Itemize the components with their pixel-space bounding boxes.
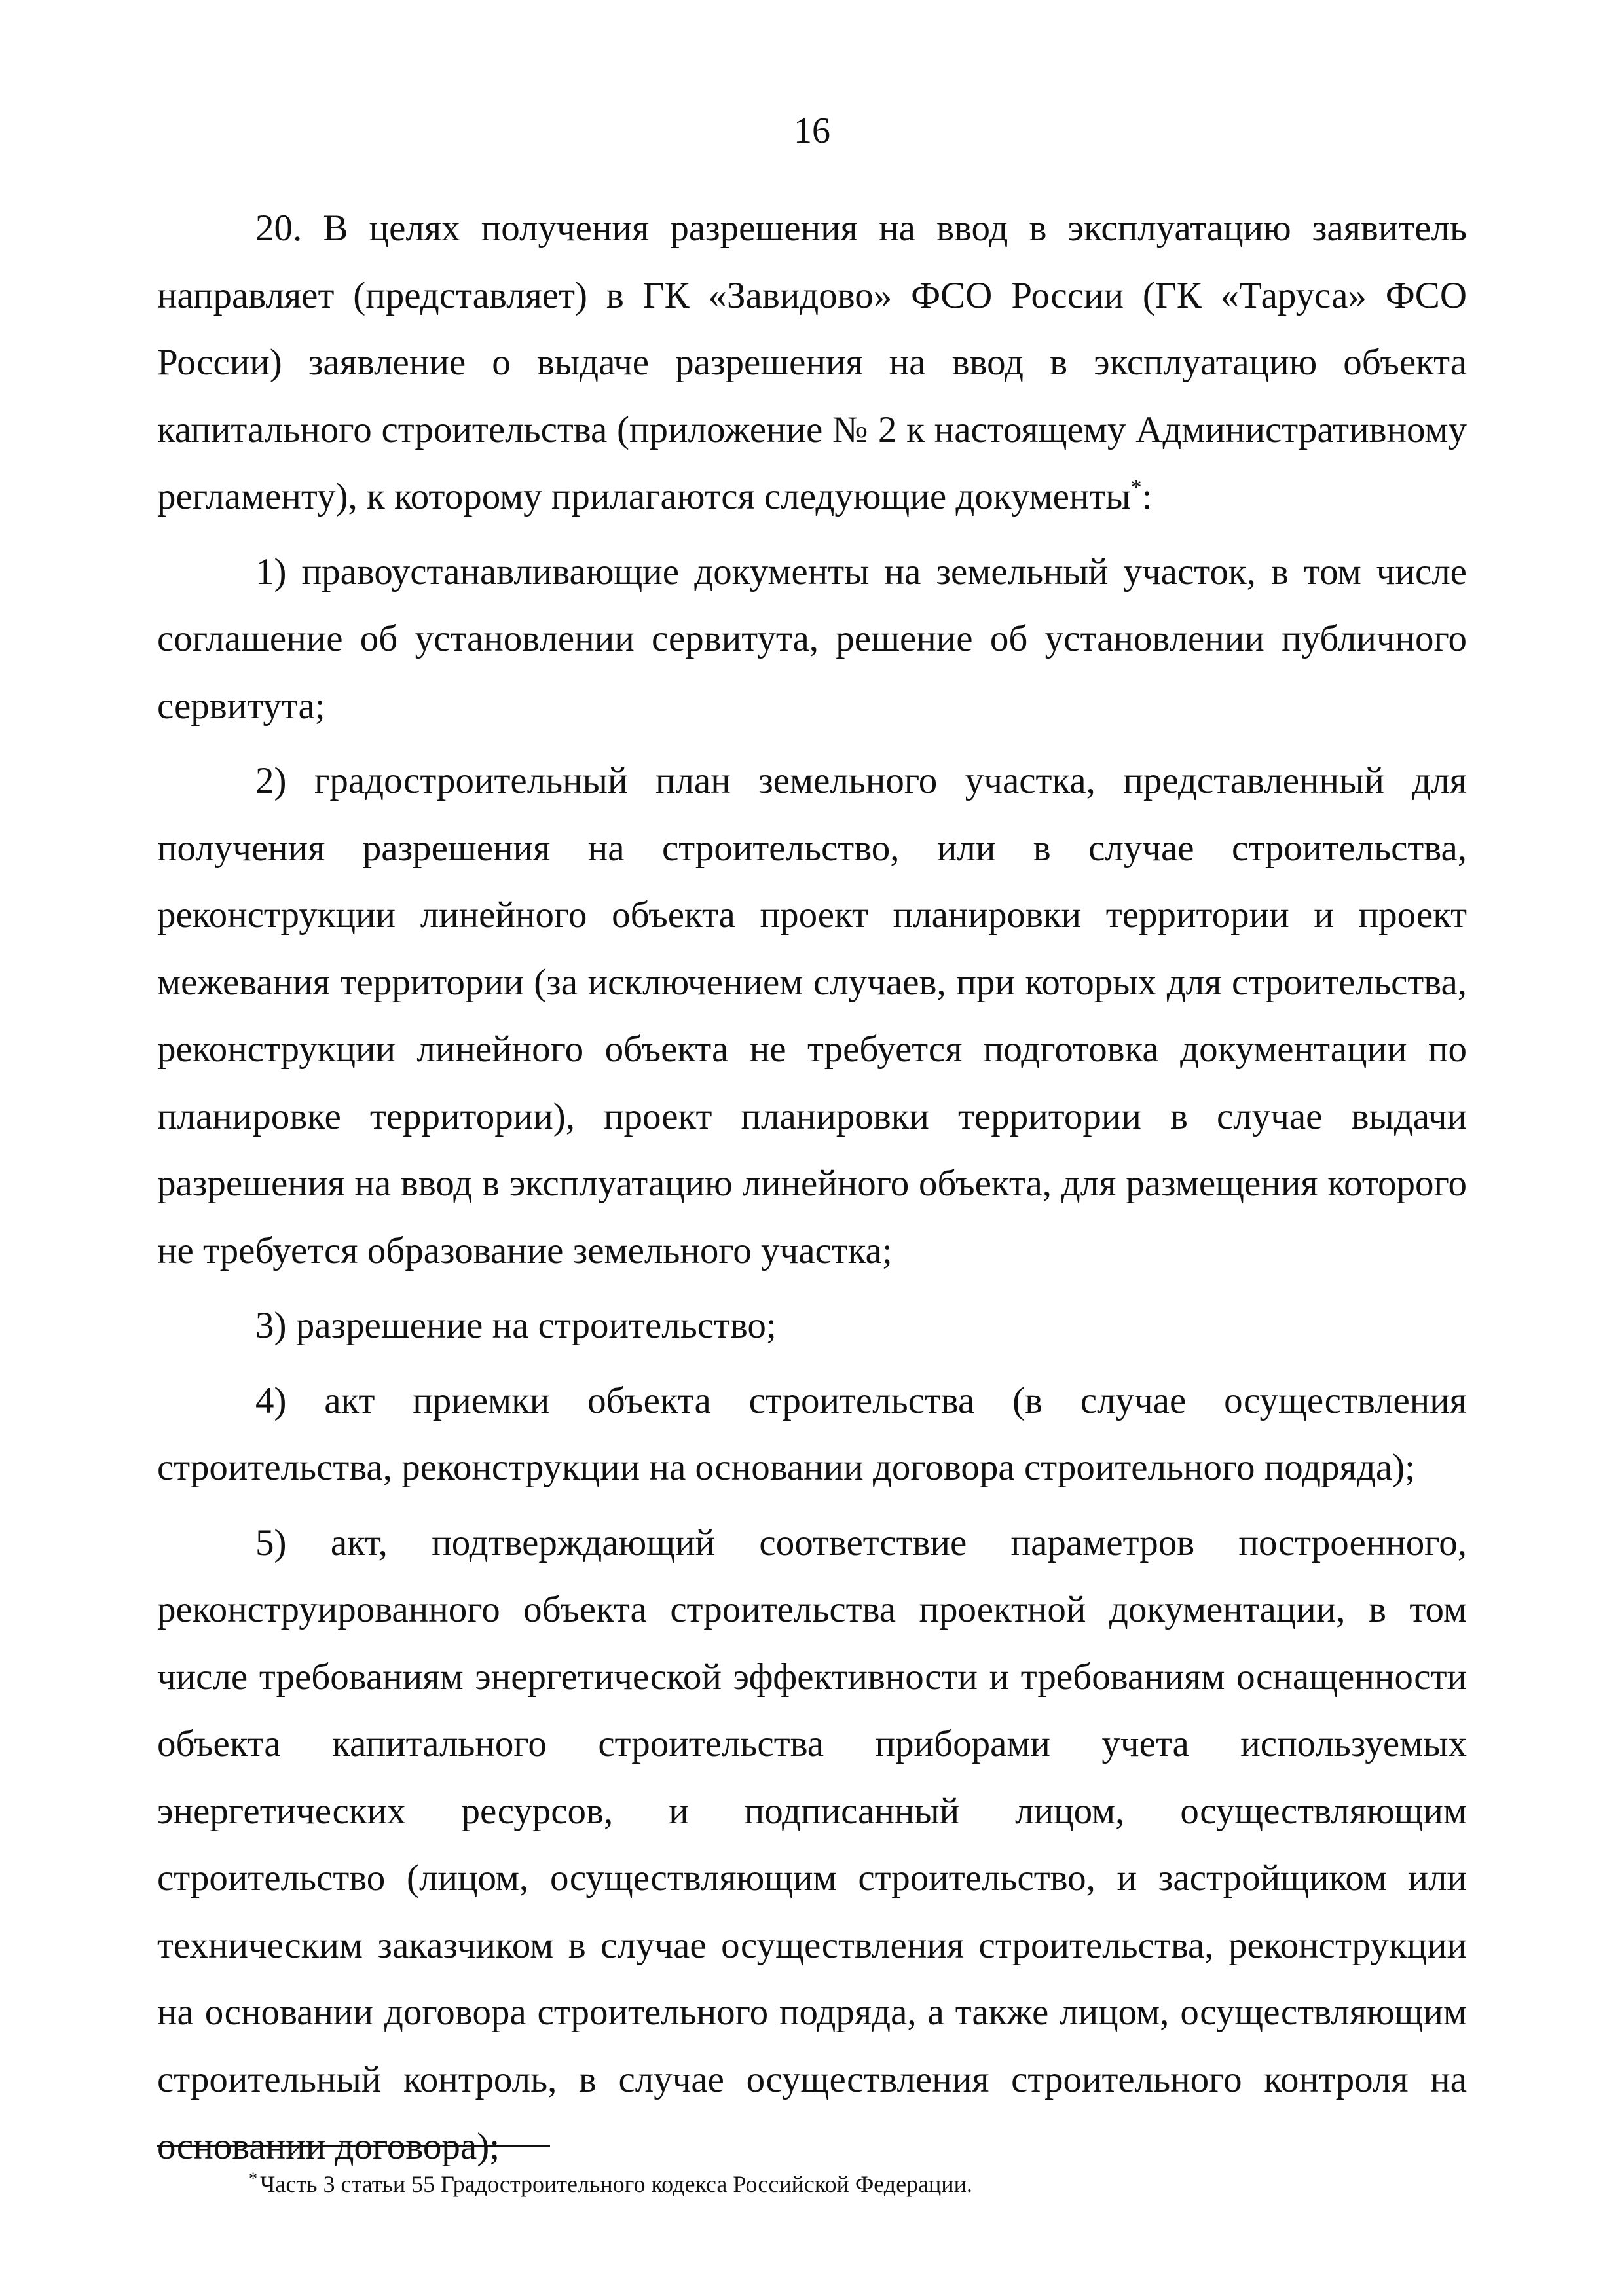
footnote-mark: * — [249, 2169, 257, 2188]
page-number: 16 — [794, 111, 830, 151]
list-item-1: 1) правоустанавливающие документы на земельный участок, в том числе соглашение об установлении сервитута, решение об установлении публичного сервитута; — [157, 551, 1467, 727]
list-item-2: 2) градостроительный план земельного участка, представленный для получения разрешения на строительство, или в случае строительства, реконструкции линейного объекта проект планировки территории и проект межевания территории (за исключением случаев, при которых для строительства, реконструкции линейного объекта не требуется подготовка документации по планировке территории), проект планировки территории в случае выдачи разрешения на ввод в эксплуатацию линейного объекта, для размещения которого не требуется образование земельного участка; — [157, 760, 1467, 1271]
footnote-divider — [157, 2145, 550, 2147]
document-body — [157, 195, 1467, 2181]
paragraph-20-text: 20. В целях получения разрешения на ввод в эксплуатацию заявитель направляет (представляет) в ГК «Завидово» ФСО России (ГК «Таруса» ФСО России) заявление о выдаче разрешения на ввод в эксплуатацию объекта капитального строительства (приложение № 2 к настоящему Административному регламенту), к которому прилагаются следующие документы — [157, 208, 1467, 517]
footnote — [249, 2164, 972, 2198]
list-item-4: 4) акт приемки объекта строительства (в случае осуществления строительства, реконструкции на основании договора строительного подряда); — [157, 1379, 1467, 1488]
footnote-text: Часть 3 статьи 55 Градостроительного кодекса Российской Федерации. — [260, 2171, 972, 2197]
list-item-3: 3) разрешение на строительство; — [255, 1305, 777, 1346]
list-item-5: 5) акт, подтверждающий соответствие параметров построенного, реконструированного объекта строительства проектной документации, в том числе требованиям энергетической эффективности и требованиям оснащенности объекта капитального строительства приборами учета используемых энергетических ресурсов, и подписанный лицом, осуществляющим строительство (лицом, осуществляющим строительство, и застройщиком или техническим заказчиком в случае осуществления строительства, реконструкции на основании договора строительного подряда, а также лицом, осуществляющим строительный контроль, в случае осуществления строительного контроля на основании договора); — [157, 1522, 1467, 2167]
footnote-reference: * — [1130, 475, 1142, 500]
paragraph-20-colon: : — [1141, 476, 1153, 517]
paragraph-20 — [157, 195, 1467, 531]
